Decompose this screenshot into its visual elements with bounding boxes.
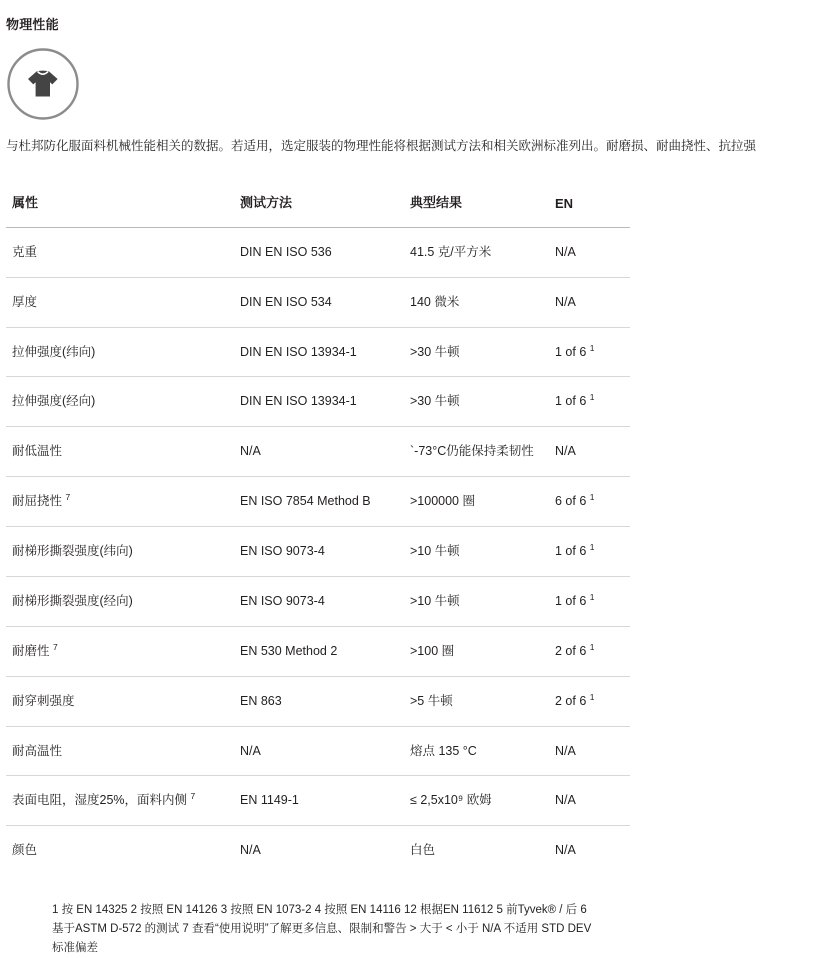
cell-result-text: >5 牛顿 xyxy=(410,693,453,708)
cell-property xyxy=(6,726,234,776)
cell-property-text: 厚度 xyxy=(12,294,38,309)
cell-en-footnote-ref: 1 xyxy=(589,541,595,552)
cell-method xyxy=(234,477,404,527)
garment-physical-properties-icon xyxy=(6,47,80,121)
table-row xyxy=(6,826,630,875)
cell-method xyxy=(234,726,404,776)
cell-property-text: 拉伸强度(经向) xyxy=(12,394,96,409)
cell-method xyxy=(234,427,404,477)
cell-en-footnote-ref: 1 xyxy=(589,691,595,702)
cell-property xyxy=(6,227,234,277)
table-header-row xyxy=(6,182,630,228)
cell-result-text: >10 牛顿 xyxy=(410,544,460,558)
cell-en-text: 1 of 6 xyxy=(555,394,587,409)
cell-result xyxy=(404,427,549,477)
cell-method-text: N/A xyxy=(240,444,261,459)
cell-method xyxy=(234,277,404,327)
cell-property-text: 耐屈挠性 xyxy=(12,494,63,509)
cell-method xyxy=(234,377,404,427)
cell-property-text: 表面电阻，湿度25%，面料内侧 xyxy=(12,793,188,808)
cell-method-text: EN 1149-1 xyxy=(240,793,299,808)
cell-en xyxy=(549,477,630,527)
cell-property-text: 耐磨性 xyxy=(12,643,50,658)
cell-method-text: EN ISO 7854 Method B xyxy=(240,494,371,509)
cell-method xyxy=(234,327,404,377)
cell-property xyxy=(6,427,234,477)
cell-en-text: N/A xyxy=(555,294,576,309)
cell-result-text: 41.5 克/平方米 xyxy=(410,244,492,259)
cell-method-text: DIN EN ISO 13934-1 xyxy=(240,394,357,409)
cell-result-text: 白色 xyxy=(410,843,436,858)
cell-en-text: 2 of 6 xyxy=(555,693,587,708)
cell-method-text: EN 863 xyxy=(240,693,282,708)
cell-method-text: EN ISO 9073-4 xyxy=(240,544,325,558)
cell-property-text: 克重 xyxy=(12,244,38,259)
cell-property xyxy=(6,676,234,726)
cell-result xyxy=(404,676,549,726)
cell-result xyxy=(404,477,549,527)
table-row xyxy=(6,576,630,626)
cell-en xyxy=(549,776,630,826)
cell-en xyxy=(549,726,630,776)
cell-en-text: N/A xyxy=(555,444,576,459)
cell-result xyxy=(404,277,549,327)
cell-property-text: 耐高温性 xyxy=(12,743,63,758)
cell-result xyxy=(404,726,549,776)
table-row xyxy=(6,377,630,427)
cell-method-text: EN 530 Method 2 xyxy=(240,643,338,658)
cell-result xyxy=(404,626,549,676)
column-header-property: 属性 xyxy=(6,182,234,228)
cell-method-text: DIN EN ISO 534 xyxy=(240,294,332,309)
cell-property-text: 耐穿刺强度 xyxy=(12,693,75,708)
cell-method xyxy=(234,676,404,726)
cell-result-text: 熔点 135 °C xyxy=(410,743,477,758)
table-row xyxy=(6,277,630,327)
cell-en xyxy=(549,527,630,577)
cell-property-footnote-ref: 7 xyxy=(53,641,58,652)
table-row xyxy=(6,676,630,726)
cell-property xyxy=(6,277,234,327)
cell-en-text: N/A xyxy=(555,843,576,858)
cell-en xyxy=(549,826,630,875)
cell-property-text: 颜色 xyxy=(12,843,38,858)
cell-method xyxy=(234,826,404,875)
cell-en-text: N/A xyxy=(555,244,576,259)
page-title: 物理性能 xyxy=(6,17,59,32)
table-row xyxy=(6,726,630,776)
table-body xyxy=(6,227,630,875)
cell-property xyxy=(6,826,234,875)
cell-en-footnote-ref: 1 xyxy=(589,491,595,502)
cell-result xyxy=(404,227,549,277)
cell-method xyxy=(234,576,404,626)
cell-en-text: 2 of 6 xyxy=(555,643,587,658)
cell-property xyxy=(6,776,234,826)
cell-en-text: N/A xyxy=(555,793,576,808)
cell-method-text: EN ISO 9073-4 xyxy=(240,593,325,608)
column-header-result: 典型结果 xyxy=(404,182,549,228)
cell-property xyxy=(6,327,234,377)
cell-en xyxy=(549,227,630,277)
cell-result xyxy=(404,377,549,427)
cell-property-text: 耐梯形撕裂强度(经向) xyxy=(12,593,133,608)
intro-paragraph: 与杜邦防化服面料机械性能相关的数据。若适用，选定服装的物理性能将根据测试方法和相关欧洲标准列出。耐磨损、耐曲挠性、抗拉强 xyxy=(6,139,757,153)
footnotes xyxy=(52,901,752,958)
column-header-method: 测试方法 xyxy=(234,182,404,228)
cell-method-text: DIN EN ISO 536 xyxy=(240,244,332,259)
cell-method xyxy=(234,776,404,826)
cell-property-footnote-ref: 7 xyxy=(190,791,196,802)
cell-en-footnote-ref: 1 xyxy=(589,342,595,353)
cell-result-text: ≤ 2,5x10⁹ 欧姆 xyxy=(410,793,492,808)
cell-result xyxy=(404,776,549,826)
cell-en-text: N/A xyxy=(555,743,576,758)
table-row xyxy=(6,327,630,377)
cell-property xyxy=(6,527,234,577)
cell-property-text: 拉伸强度(纬向) xyxy=(12,344,96,359)
table-row xyxy=(6,427,630,477)
cell-method xyxy=(234,227,404,277)
cell-en-text: 1 of 6 xyxy=(555,593,587,608)
cell-en-footnote-ref: 1 xyxy=(589,641,595,652)
table-row xyxy=(6,477,630,527)
cell-property xyxy=(6,477,234,527)
cell-en-text: 1 of 6 xyxy=(555,344,587,359)
table-row xyxy=(6,776,630,826)
cell-result xyxy=(404,826,549,875)
cell-method xyxy=(234,626,404,676)
cell-property xyxy=(6,377,234,427)
cell-property-text: 耐梯形撕裂强度(纬向) xyxy=(12,544,133,558)
cell-result-text: >100 圈 xyxy=(410,643,455,658)
footnote-line-3: 标准偏差 xyxy=(52,942,98,955)
cell-result-text: >10 牛顿 xyxy=(410,593,460,608)
table-row xyxy=(6,626,630,676)
cell-en xyxy=(549,327,630,377)
cell-en xyxy=(549,277,630,327)
cell-en xyxy=(549,377,630,427)
cell-method-text: DIN EN ISO 13934-1 xyxy=(240,344,357,359)
cell-en xyxy=(549,626,630,676)
cell-method-text: N/A xyxy=(240,843,261,858)
cell-method xyxy=(234,527,404,577)
cell-result xyxy=(404,327,549,377)
table-row xyxy=(6,527,630,577)
cell-result-text: >30 牛顿 xyxy=(410,344,460,359)
column-header-en: EN xyxy=(549,182,630,228)
cell-en xyxy=(549,676,630,726)
table-row xyxy=(6,227,630,277)
cell-property xyxy=(6,576,234,626)
cell-property-text: 耐低温性 xyxy=(12,444,63,459)
physical-properties-table xyxy=(6,182,630,875)
cell-en xyxy=(549,576,630,626)
cell-result xyxy=(404,527,549,577)
cell-result-text: `-73°C仍能保持柔韧性 xyxy=(410,444,534,459)
cell-result-text: >30 牛顿 xyxy=(410,394,460,409)
cell-property-footnote-ref: 7 xyxy=(65,491,71,502)
cell-en-text: 6 of 6 xyxy=(555,494,587,509)
cell-method-text: N/A xyxy=(240,743,261,758)
cell-en-footnote-ref: 1 xyxy=(589,591,595,602)
cell-en xyxy=(549,427,630,477)
cell-en-text: 1 of 6 xyxy=(555,544,587,558)
footnote-line-1: 1 按 EN 14325 2 按照 EN 14126 3 按照 EN 1073-2 4 按照 EN 14116 12 根据EN 11612 5 前Tyvek® / 后 6 xyxy=(52,904,587,917)
cell-result-text: 140 微米 xyxy=(410,294,460,309)
cell-result-text: >100000 圈 xyxy=(410,494,475,509)
cell-result xyxy=(404,576,549,626)
cell-property xyxy=(6,626,234,676)
cell-en-footnote-ref: 1 xyxy=(589,392,595,403)
footnote-line-2: 基于ASTM D-572 的测试 7 查看“使用说明”了解更多信息、限制和警告 > 大于 < 小于 N/A 不适用 STD DEV xyxy=(52,923,592,936)
